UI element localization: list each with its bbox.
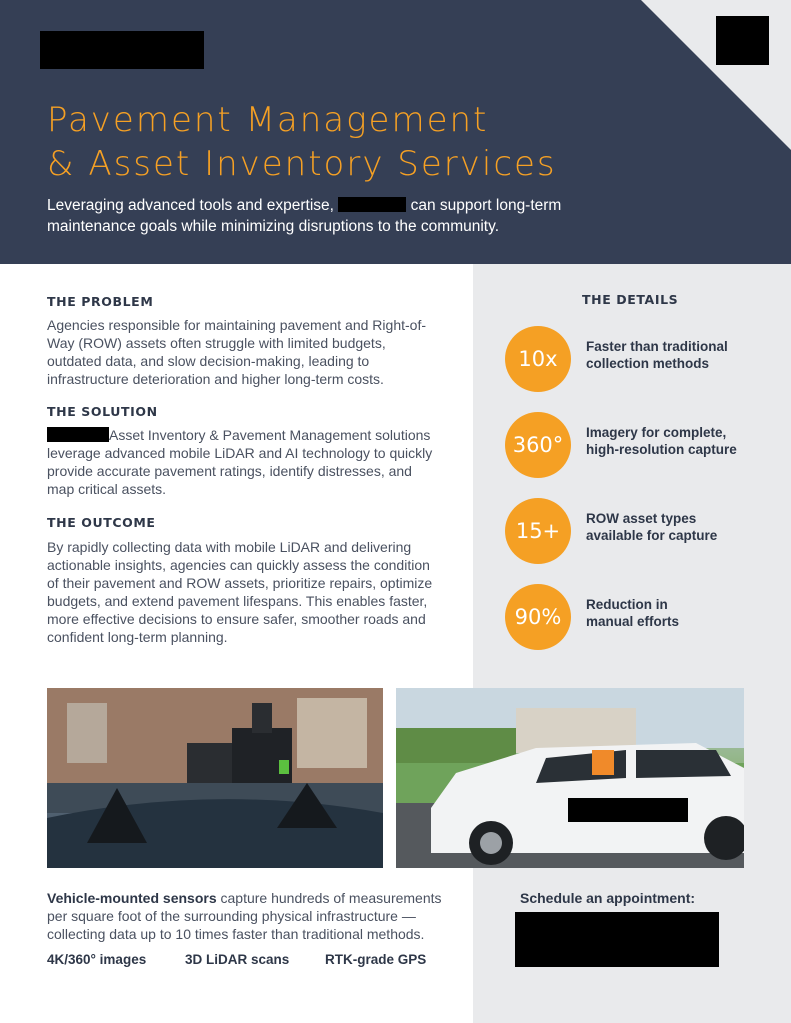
feature-item: 4K/360° images (47, 952, 147, 967)
stat-description-line: available for capture (586, 528, 718, 543)
header-banner (0, 0, 791, 264)
outcome-body: By rapidly collecting data with mobile LiDAR and delivering actionable insights, agencies can quickly assess the condition of their pavement and ROW assets, prioritize repairs, optimize budgets, and extend pavement lifespans. This enables faster, more effective decisions to ensure safer, smoother roads and confident long-term planning. (47, 539, 433, 645)
stat-description (586, 424, 756, 458)
stat-manual-reduction (505, 584, 765, 650)
problem-body: Agencies responsible for maintaining pavement and Right-of-Way (ROW) assets often struggle with limited budgets, outdated data, and slow decision-making, leading to infrastructure deterioration and higher long-term costs. (47, 317, 426, 387)
survey-vehicle-photo (396, 688, 744, 868)
stat-asset-types (505, 498, 765, 564)
stat-description (586, 510, 756, 544)
subtitle-text-end: can support long-term maintenance goals while minimizing disruptions to the community. (47, 197, 562, 235)
details-heading: THE DETAILS (582, 292, 679, 307)
survey-vehicle-illustration (396, 688, 744, 868)
title-line-1: Pavement Management (47, 100, 489, 140)
stat-description (586, 596, 756, 630)
sensor-rig-photo (47, 688, 383, 868)
sensor-rig-illustration (47, 688, 383, 868)
stat-description-line: Faster than traditional (586, 339, 728, 354)
stat-imagery (505, 412, 765, 478)
solution-body: Asset Inventory & Pavement Management solutions leverage advanced mobile LiDAR and AI technology to quickly provide accurate pavement ratings, identify distresses, and map critical assets. (47, 427, 433, 497)
stat-description-line: collection methods (586, 356, 710, 371)
redacted-corner-logo (716, 16, 769, 65)
stat-description-line: high-resolution capture (586, 442, 737, 457)
feature-list (47, 952, 447, 972)
stat-description-line: ROW asset types (586, 511, 697, 526)
page-title (47, 98, 667, 186)
stat-value-circle: 10x (505, 326, 571, 392)
schedule-heading: Schedule an appointment: (520, 890, 696, 906)
subtitle-text-start: Leveraging advanced tools and expertise, (47, 197, 334, 214)
feature-item: 3D LiDAR scans (185, 952, 290, 967)
caption-text: capture hundreds of measurements per square foot of the surrounding physical infrastructure — collecting data up to 10 times faster than traditional methods. (47, 890, 442, 942)
problem-heading: THE PROBLEM (47, 294, 154, 309)
redacted-company-logo (40, 31, 204, 69)
redacted-contact-info (515, 912, 719, 967)
feature-item: RTK-grade GPS (325, 952, 427, 967)
page-subtitle (47, 195, 607, 237)
redacted-company-name (338, 197, 406, 212)
redacted-company-name (47, 427, 109, 442)
sensor-caption (47, 889, 447, 943)
outcome-heading: THE OUTCOME (47, 515, 156, 530)
stat-description-line: Imagery for complete, (586, 425, 727, 440)
solution-paragraph (47, 426, 442, 498)
stat-description (586, 338, 756, 372)
stat-description-line: manual efforts (586, 614, 680, 629)
stat-speed (505, 326, 765, 392)
solution-heading: THE SOLUTION (47, 404, 158, 419)
stat-value-circle: 360° (505, 412, 571, 478)
stat-value-circle: 15+ (505, 498, 571, 564)
caption-bold-lead: Vehicle-mounted sensors (47, 890, 217, 906)
stat-description-line: Reduction in (586, 597, 668, 612)
title-line-2: & Asset Inventory Services (47, 144, 557, 184)
stat-value-circle: 90% (505, 584, 571, 650)
